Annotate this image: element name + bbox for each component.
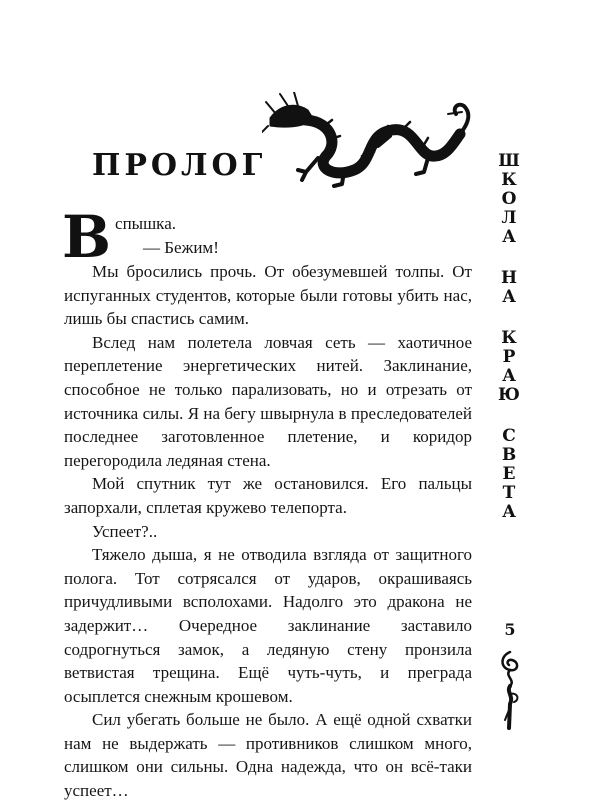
paragraph: Вслед нам полетела ловчая сеть — хаотичное переплетение энергетических нитей. Заклинание, способное не только парализовать, но и отрезать от источника силы. Я на бегу швырнула в преследователей последнее заготовленное плетение, и коридор перегородила ледяная стена. xyxy=(64,332,472,470)
running-title-vertical xyxy=(498,152,520,522)
paragraph-text: спышка. xyxy=(115,214,176,233)
running-title-letter: В xyxy=(501,445,517,465)
running-title-letter: К xyxy=(501,328,517,348)
paragraph: Успеет?.. xyxy=(92,521,158,541)
running-title-letter: Т xyxy=(502,483,516,503)
page-number: 5 xyxy=(504,620,516,639)
running-title-letter: К xyxy=(501,170,517,190)
running-title-letter: Н xyxy=(500,268,518,288)
running-title-letter: Л xyxy=(501,208,517,228)
paragraph: Сил убегать больше не было. А ещё одной схватки нам не выдержать — противников слишком много, слишком они сильны. Одна надежда, что он всё-таки успеет… xyxy=(64,710,472,801)
running-title-letter: А xyxy=(502,502,516,522)
running-title-letter: Ю xyxy=(498,385,520,405)
running-title-letter: А xyxy=(502,227,516,247)
chapter-title: ПРОЛОГ xyxy=(92,148,267,183)
paragraph: Мой спутник тут же остановился. Его пальцы запорхали, сплетая кружево телепорта. xyxy=(64,474,472,517)
running-title-letter: Р xyxy=(502,347,516,367)
running-title-letter: О xyxy=(501,189,517,209)
swirl-ornament-icon xyxy=(496,648,524,732)
paragraph: Тяжело дыша, я не отводила взгляда от защитного полога. Тот сотрясался от ударов, окрашиваясь причудливыми всполохами. Надолго это дракона не задержит… Очередное заклинание заставило содрогнуться замок, а ледяную стену пронзила ветвистая трещина. Ещё чуть-чуть, и преграда осыплется снежным крошевом. xyxy=(64,545,472,706)
running-title-letter: А xyxy=(502,287,516,307)
body-text xyxy=(62,203,472,803)
paragraph: Мы бросились прочь. От обезумевшей толпы. От испуганных студентов, которые были готовы убить нас, лишь бы спастись самим. xyxy=(64,262,472,329)
dragon-illustration-icon xyxy=(262,92,474,188)
drop-cap: В xyxy=(62,203,112,271)
running-title-letter: С xyxy=(502,426,516,446)
running-title-letter: А xyxy=(502,366,516,386)
paragraph: — Бежим! xyxy=(143,237,219,257)
running-title-letter: Ш xyxy=(498,151,520,171)
running-title-letter: Е xyxy=(502,464,516,484)
